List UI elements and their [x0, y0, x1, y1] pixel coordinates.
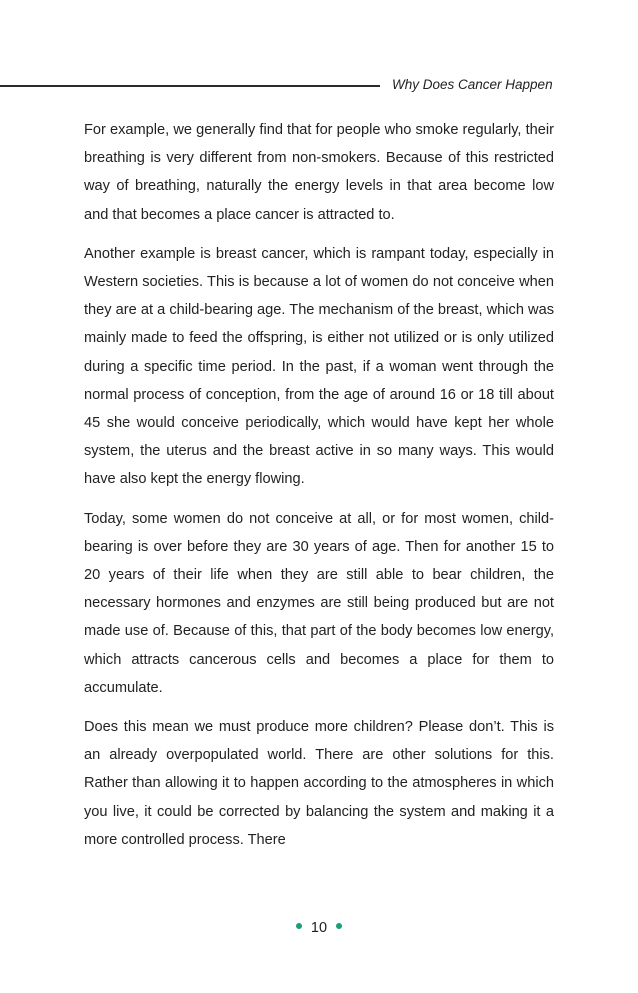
header-rule: [0, 85, 380, 87]
page-footer: [0, 920, 638, 936]
page-body: [84, 116, 554, 865]
paragraph-3: Today, some women do not conceive at all, or for most women, child-bearing is over before they are 30 years of age. Then for another 15 to 20 years of their life when they are still able to bear children, the necessary hormones and enzymes are still being produced but are not made use of. Because of this, that part of the body becomes low energy, which attracts cancerous cells and becomes a place for them to accumulate.: [84, 510, 554, 696]
paragraph-2: Another example is breast cancer, which is rampant today, especially in Western societies. This is because a lot of women do not conceive when they are at a child-bearing age. The mechanism of the breast, which was mainly made to feed the offspring, is either not utilized or is only utilized during a specific time period. In the past, if a woman went through the normal process of conception, from the age of around 16 or 18 till about 45 she would conceive periodically, which would have kept her whole system, the uterus and the breast active in so many ways. This would have also kept the energy flowing.: [84, 245, 554, 488]
running-title: Why Does Cancer Happen: [392, 77, 553, 92]
page-number: 10: [310, 920, 328, 936]
paragraph-4: Does this mean we must produce more children? Please don’t. This is an already overpopulated world. There are other solutions for this. Rather than allowing it to happen according to the atmospheres in which you live, it could be corrected by balancing the system and making it a more controlled process. There: [84, 719, 554, 848]
paragraph-1: For example, we generally find that for people who smoke regularly, their breathing is very different from non-smokers. Because of this restricted way of breathing, naturally the energy levels in that area become low and that becomes a place cancer is attracted to.: [84, 122, 554, 223]
right-bullet-dot-icon: [336, 923, 342, 929]
left-bullet-dot-icon: [296, 923, 302, 929]
